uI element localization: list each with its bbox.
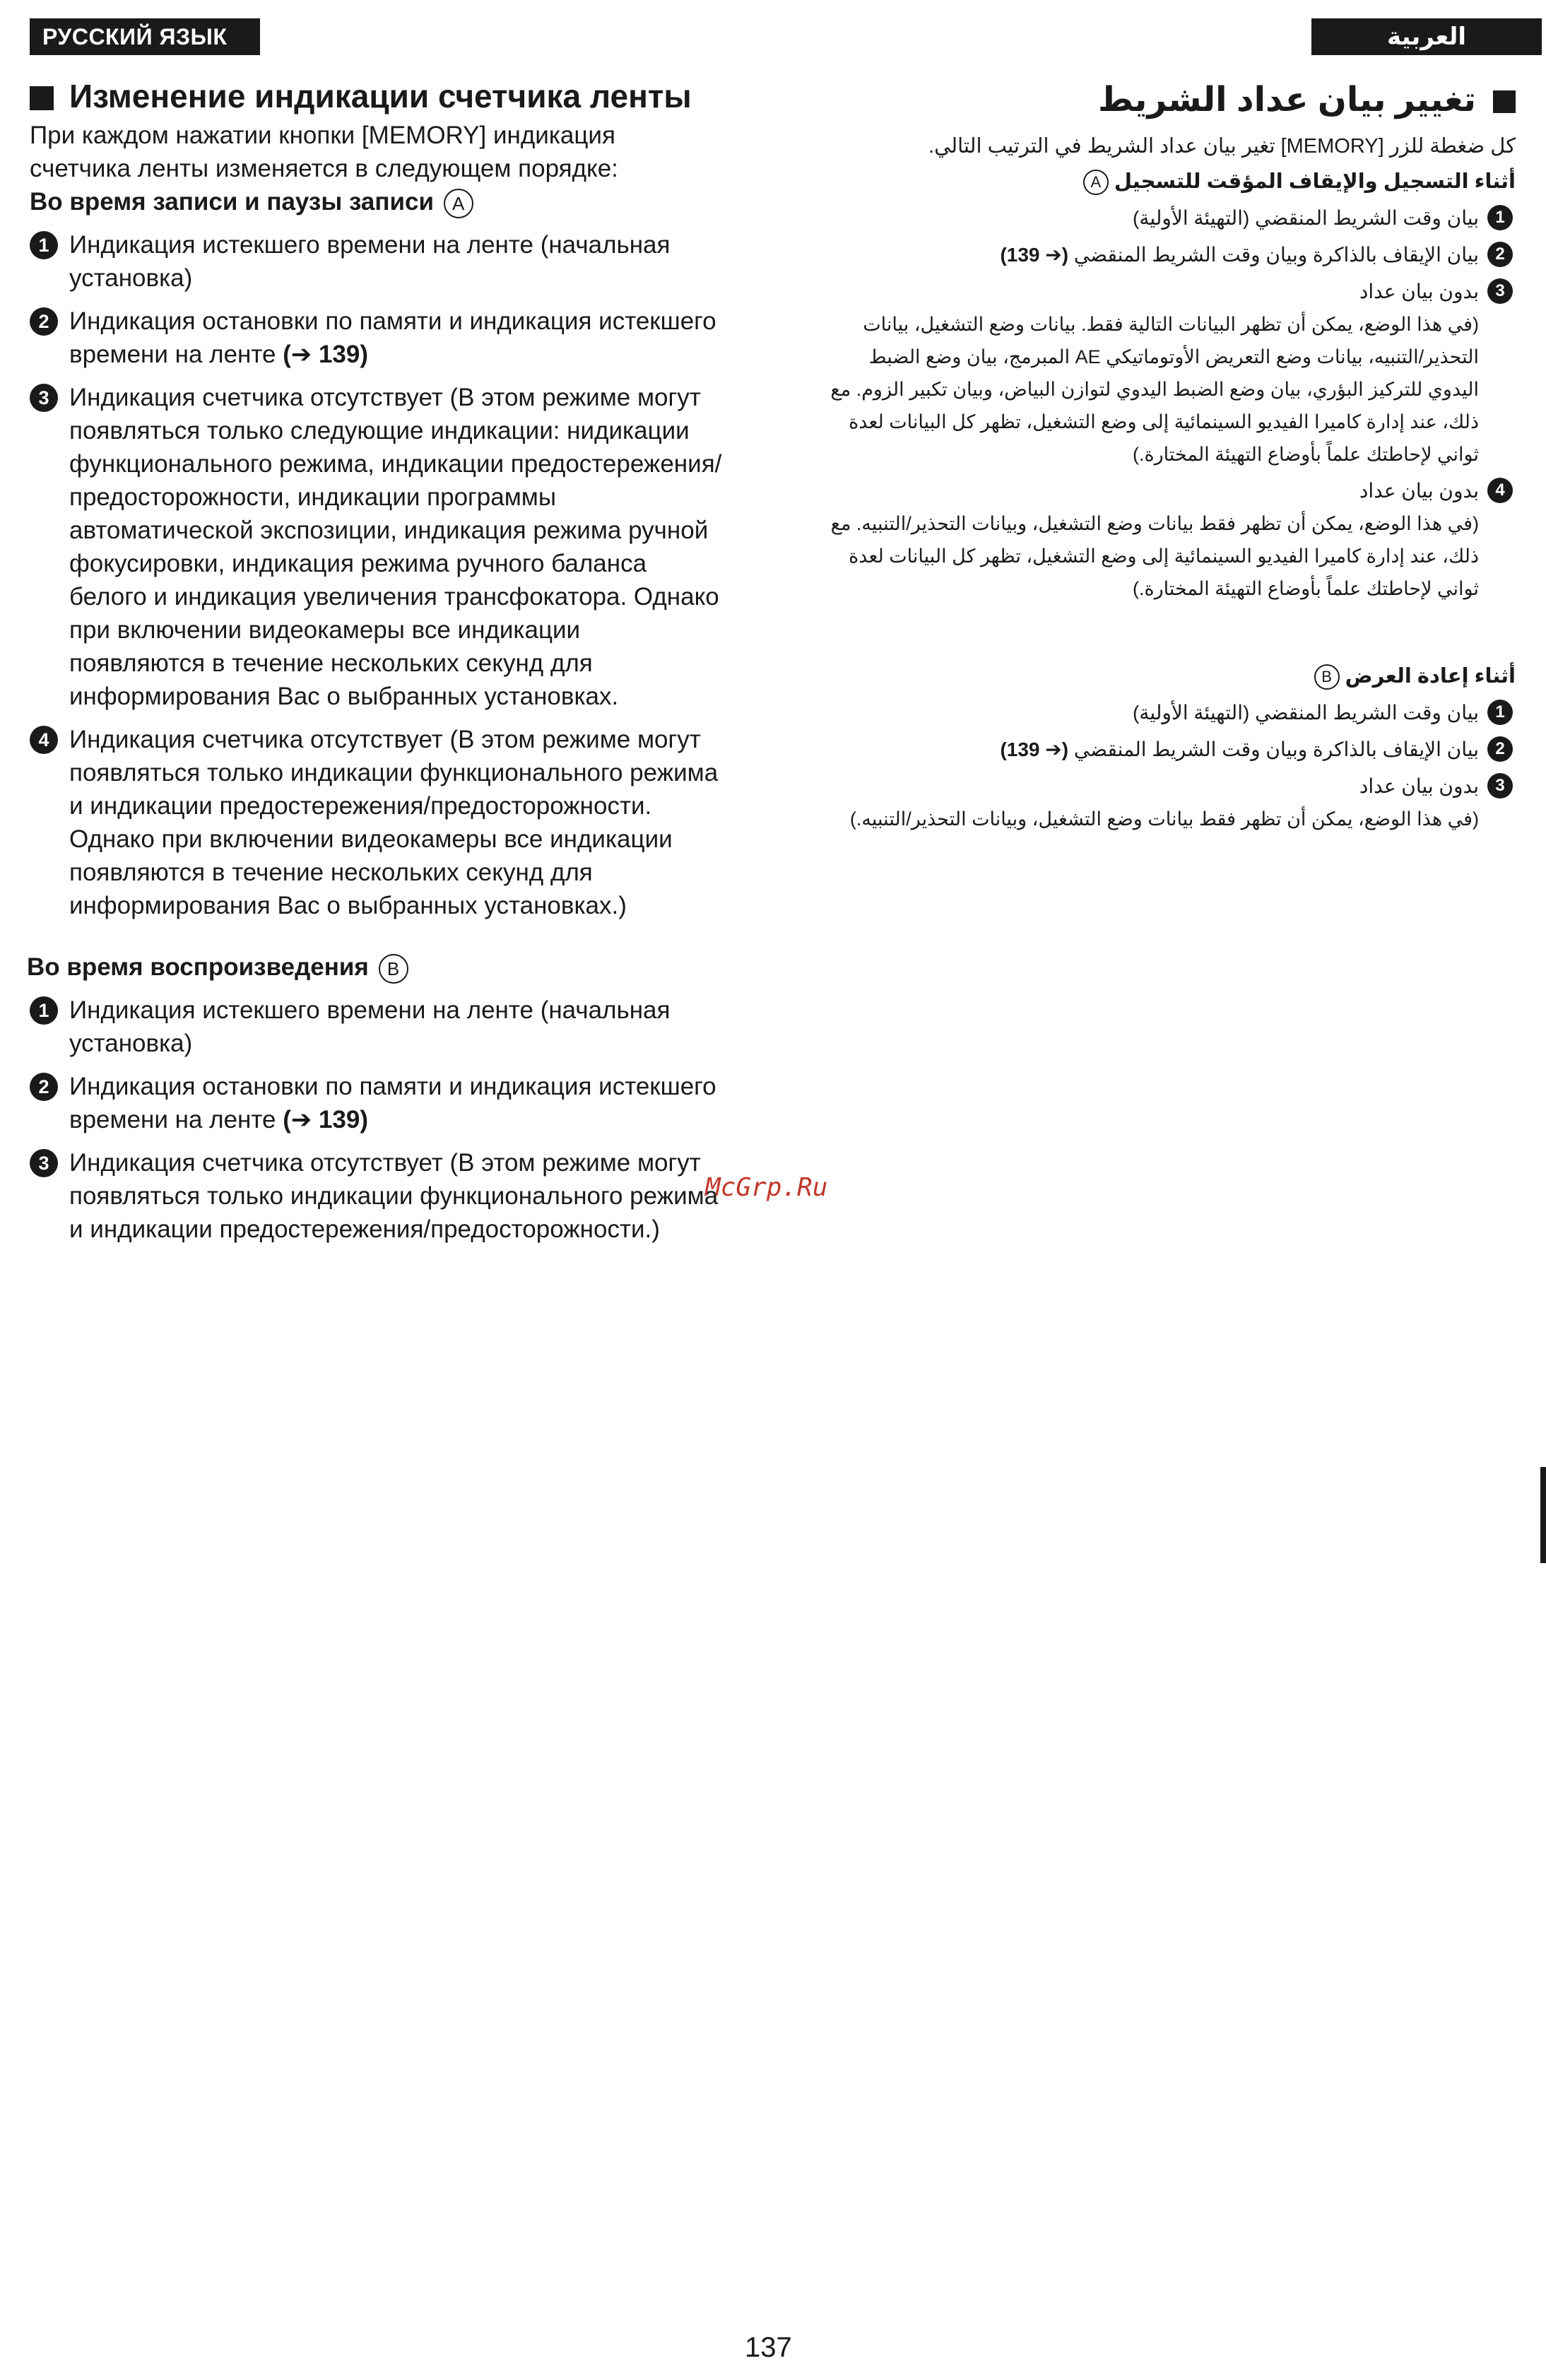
list-item xyxy=(813,734,1516,766)
ar-playback-heading: أثناء إعادة العرض B xyxy=(813,660,1516,693)
language-tab-arabic: العربية xyxy=(1311,18,1542,55)
page-edge-marker xyxy=(1540,1467,1546,1563)
item-text: بيان وقت الشريط المنقضي (التهيئة الأولية) xyxy=(1133,702,1479,724)
ar-playback-list xyxy=(813,697,1516,835)
item-text: بدون بيان عداد xyxy=(1359,775,1479,797)
item-text: Индикация остановки по памяти и индикация истекшего времени на ленте xyxy=(69,307,716,368)
language-tab-russian: РУССКИЙ ЯЗЫК xyxy=(30,18,260,55)
ru-intro-text: При каждом нажатии кнопки [MEMORY] индикация счетчика ленты изменяется в следующем порядке: xyxy=(30,122,618,182)
item-text: Индикация счетчика отсутствует (В этом режиме могут появляться только индикации функционального режима и индикации предостережения/предосторожности. Однако при включении видеокамеры все индикации появляются в течение нескольких секунд для информирования Вас о выбранных установках.) xyxy=(69,726,719,919)
ru-section-title: Изменение индикации счетчика ленты xyxy=(30,76,722,116)
item-text: Индикация счетчика отсутствует (В этом режиме могут появляться только следующие индикации: нидикации функционального режима, индикации предостережения/предосторожности, индикации программы автоматической экспозиции, индикация режима ручной фокусировки, индикация режима ручного баланса белого и индикация увеличения трансфокатора. Однако при включении видеокамеры все индикации появляются в течение нескольких секунд для информирования Вас о выбранных установках. xyxy=(69,384,722,710)
item-text: Индикация остановки по памяти и индикация истекшего времени на ленте xyxy=(69,1073,716,1133)
item-text: Индикация истекшего времени на ленте (начальная установка) xyxy=(69,231,671,292)
list-item xyxy=(30,723,722,922)
number-badge-icon: 3 xyxy=(30,1149,58,1177)
ru-playback-list xyxy=(30,994,722,1246)
number-badge-icon: 4 xyxy=(1487,478,1513,503)
item-note: (في هذا الوضع، يمكن أن تظهر البيانات التالية فقط. بيانات وضع التشغيل، بيانات التحذير/التنبيه، بيانات وضع التعريض الأوتوماتيكي AE المبرمج، بيان وضع الضبط اليدوي للتركيز البؤري، بيان وضع الضبط اليدوي لتوازن البياض، وبيان تكبير الزوم. مع ذلك، عند إدارة كاميرا الفيديو السينمائية إلى وضع التشغيل، تظهر كل البيانات لعدة ثواني لإحاطتك علماً بأوضاع التهيئة المختارة.) xyxy=(830,314,1479,465)
number-badge-icon: 4 xyxy=(30,726,58,754)
watermark: McGrp.Ru xyxy=(705,1173,828,1202)
list-item xyxy=(813,697,1516,729)
item-text: Индикация счетчика отсутствует (В этом режиме могут появляться только индикации функционального режима и индикации предостережения/предосторожности.) xyxy=(69,1149,719,1243)
page-reference: (➔ 139) xyxy=(1000,244,1069,266)
ar-recording-list xyxy=(813,202,1516,605)
list-item xyxy=(813,239,1516,271)
square-bullet-icon xyxy=(1493,90,1516,113)
russian-column xyxy=(27,76,722,1246)
ar-intro-text: كل ضغطة للزر [MEMORY] تغير بيان عداد الشريط في الترتيب التالي. xyxy=(928,135,1516,158)
list-item xyxy=(813,770,1516,803)
item-text: Индикация истекшего времени на ленте (начальная установка) xyxy=(69,996,671,1057)
ar-recording-heading: أثناء التسجيل والإيقاف المؤقت للتسجيل A xyxy=(813,165,1516,198)
list-item xyxy=(30,1070,722,1136)
number-badge-icon: 2 xyxy=(30,307,58,336)
circled-a-icon: A xyxy=(444,189,473,218)
list-item xyxy=(30,994,722,1060)
item-text: بدون بيان عداد xyxy=(1359,480,1479,502)
number-badge-icon: 1 xyxy=(1487,700,1513,725)
item-text: بيان الإيقاف بالذاكرة وبيان وقت الشريط المنقضي xyxy=(1073,244,1479,266)
square-bullet-icon xyxy=(30,86,54,110)
list-item xyxy=(30,228,722,295)
number-badge-icon: 2 xyxy=(1487,242,1513,267)
number-badge-icon: 1 xyxy=(1487,205,1513,230)
list-item xyxy=(30,1146,722,1246)
ru-recording-heading: Во время записи и паузы записи A xyxy=(30,185,722,218)
page-reference: (➔ 139) xyxy=(283,1106,368,1133)
circled-b-icon: B xyxy=(1314,664,1340,690)
list-item xyxy=(813,276,1516,308)
circled-a-icon: A xyxy=(1083,170,1109,195)
item-text: بيان الإيقاف بالذاكرة وبيان وقت الشريط المنقضي xyxy=(1073,738,1479,760)
list-item xyxy=(30,305,722,371)
number-badge-icon: 3 xyxy=(1487,278,1513,304)
item-text: بيان وقت الشريط المنقضي (التهيئة الأولية) xyxy=(1133,207,1479,229)
list-item xyxy=(30,381,722,713)
number-badge-icon: 3 xyxy=(30,384,58,412)
number-badge-icon: 2 xyxy=(1487,736,1513,762)
list-item xyxy=(813,202,1516,235)
item-text: بدون بيان عداد xyxy=(1359,281,1479,302)
ru-playback-heading: Во время воспроизведения B xyxy=(27,950,722,984)
number-badge-icon: 3 xyxy=(1487,773,1513,799)
page-reference: (➔ 139) xyxy=(283,341,368,368)
number-badge-icon: 1 xyxy=(30,231,58,259)
ar-section-title: تغيير بيان عداد الشريط xyxy=(813,79,1516,122)
number-badge-icon: 2 xyxy=(30,1073,58,1101)
circled-b-icon: B xyxy=(379,954,408,984)
page-number: 137 xyxy=(745,2332,792,2363)
item-note: (في هذا الوضع، يمكن أن تظهر فقط بيانات وضع التشغيل، وبيانات التحذير/التنبيه. مع ذلك، عند إدارة كاميرا الفيديو السينمائية إلى وضع التشغيل، تظهر كل البيانات لعدة ثواني لإحاطتك علماً بأوضاع التهيئة المختارة.) xyxy=(830,513,1479,599)
number-badge-icon: 1 xyxy=(30,996,58,1025)
list-item xyxy=(813,475,1516,507)
ru-recording-list xyxy=(30,228,722,922)
item-note: (في هذا الوضع، يمكن أن تظهر فقط بيانات وضع التشغيل، وبيانات التحذير/التنبيه.) xyxy=(849,808,1479,830)
arabic-column xyxy=(813,79,1516,835)
page-reference: (➔ 139) xyxy=(1000,738,1069,760)
